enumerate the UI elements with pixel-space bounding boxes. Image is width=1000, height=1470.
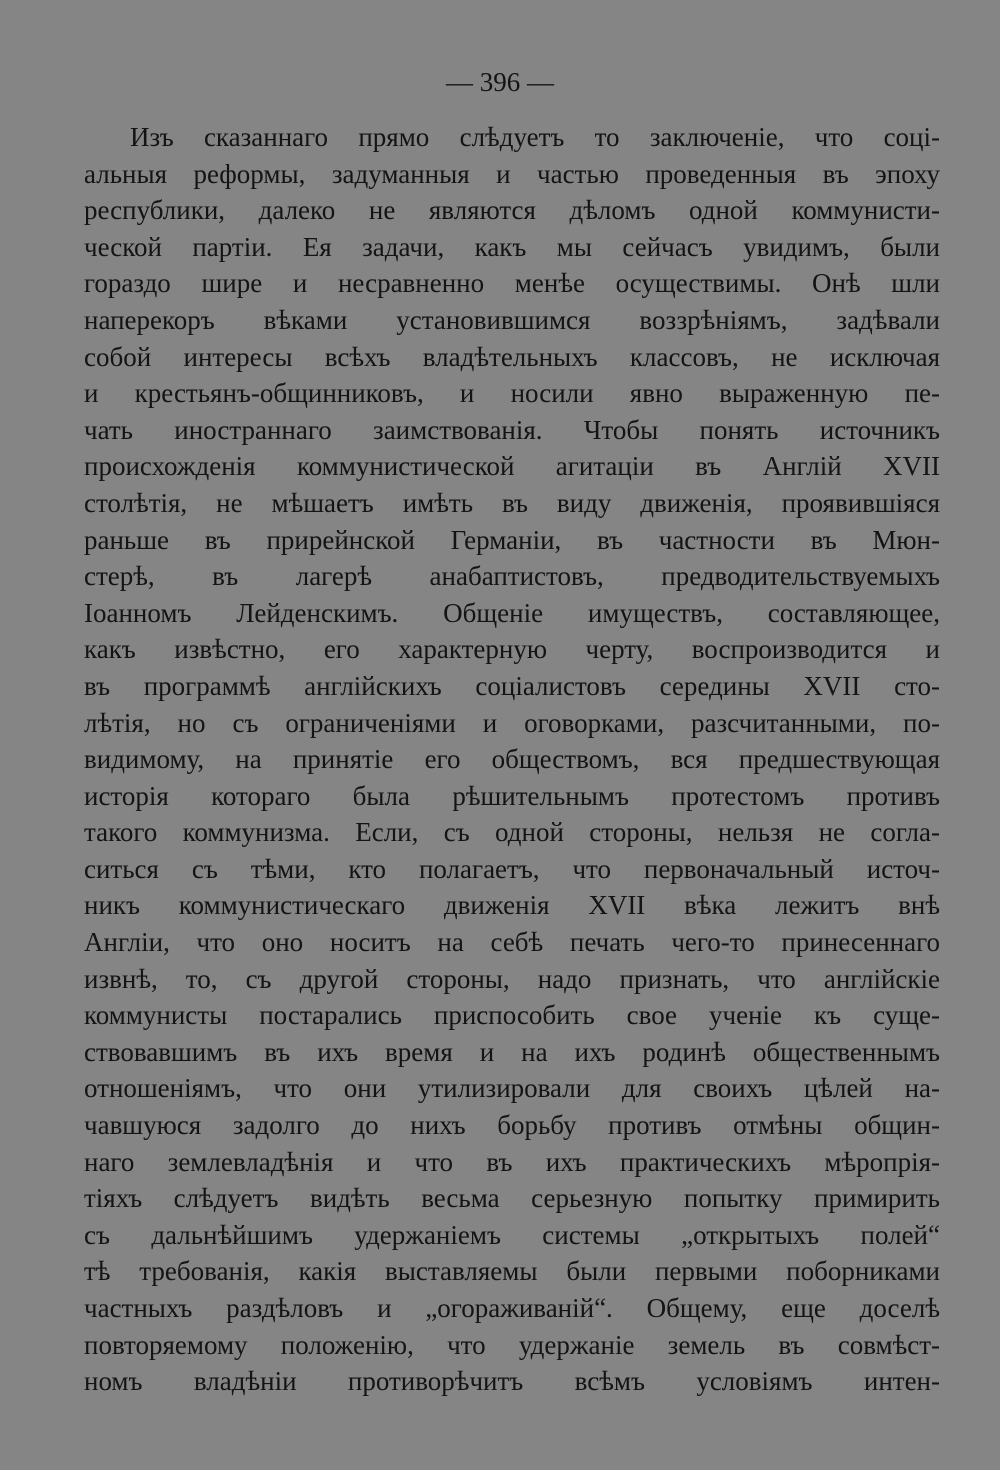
text-line: отношеніямъ, что они утилизировали для своихъ цѣлей на- [84,1073,940,1104]
text-line: какъ извѣстно, его характерную черту, воспроизводится и [84,634,940,665]
text-line: коммунисты постарались приспособить свое ученіе къ суще- [84,1000,940,1031]
text-line: частныхъ раздѣловъ и „огораживаній“. Общему, еще доселѣ [84,1293,940,1323]
text-line: раньше въ прирейнской Германіи, въ частности въ Мюн- [84,524,940,555]
text-line: и крестьянъ-общинниковъ, и носили явно выраженную пе- [84,378,940,409]
text-line: альныя реформы, задуманныя и частью проведенныя въ эпоху [84,158,940,189]
text-line: столѣтія, не мѣшаетъ имѣть въ виду движенія, проявившіяся [84,487,940,518]
text-line: собой интересы всѣхъ владѣтельныхъ классовъ, не исключая [84,341,940,372]
text-line: Изъ сказаннаго прямо слѣдуетъ то заключеніе, что соці- [130,122,940,152]
text-line: Іоанномъ Лейденскимъ. Общеніе имуществъ, составляющее, [84,597,940,628]
text-line: наго землевладѣнія и что въ ихъ практическихъ мѣропрія- [84,1146,940,1177]
text-line: гораздо шире и несравненно менѣе осуществимы. Онѣ шли [84,268,940,299]
text-line: тѣ требованія, какія выставляемы были первыми поборниками [84,1256,940,1287]
text-line: номъ владѣніи противорѣчитъ всѣмъ условіямъ интен- [84,1366,940,1397]
text-line: исторія котораго была рѣшительнымъ протестомъ противъ [84,780,940,811]
text-line: чавшуюся задолго до нихъ борьбу противъ отмѣны общин- [84,1110,940,1141]
text-line: происхожденія коммунистической агитаціи въ Англій XVII [84,451,940,482]
text-line: чать иностраннаго заимствованія. Чтобы понять источникъ [84,414,940,445]
text-line: никъ коммунистическаго движенія XVII вѣка лежитъ внѣ [84,890,940,921]
text-line: тіяхъ слѣдуетъ видѣть весьма серьезную попытку примирить [84,1183,940,1214]
text-line: стерѣ, въ лагерѣ анабаптистовъ, предводительствуемыхъ [84,561,940,592]
text-line: въ программѣ англійскихъ соціалистовъ середины XVII сто- [84,670,940,701]
text-line: Англіи, что оно носитъ на себѣ печать чего-то принесеннаго [84,927,940,958]
text-line: съ дальнѣйшимъ удержаніемъ системы „открытыхъ полей“ [84,1219,940,1250]
text-line: наперекоръ вѣками установившимся воззрѣніямъ, задѣвали [84,304,940,335]
text-line: такого коммунизма. Если, съ одной стороны, нельзя не согла- [84,817,940,848]
text-line: республики, далеко не являются дѣломъ одной коммунисти- [84,195,940,226]
page-number: — 396 — [446,67,554,97]
text-line: видимому, на принятіе его обществомъ, вся предшествующая [84,744,940,775]
text-line: лѣтія, но съ ограниченіями и оговорками, разсчитанными, по- [84,707,940,738]
text-line: ствовавшимъ въ ихъ время и на ихъ родинѣ общественнымъ [84,1036,940,1067]
body-paragraph [84,119,940,1400]
text-line: повторяемому положенію, что удержаніе земель въ совмѣст- [84,1329,940,1360]
text-line: ческой партіи. Ея задачи, какъ мы сейчасъ увидимъ, были [84,231,940,262]
text-line: извнѣ, то, съ другой стороны, надо признать, что англійскіе [84,963,940,994]
text-line: ситься съ тѣми, кто полагаетъ, что первоначальный источ- [84,853,940,884]
